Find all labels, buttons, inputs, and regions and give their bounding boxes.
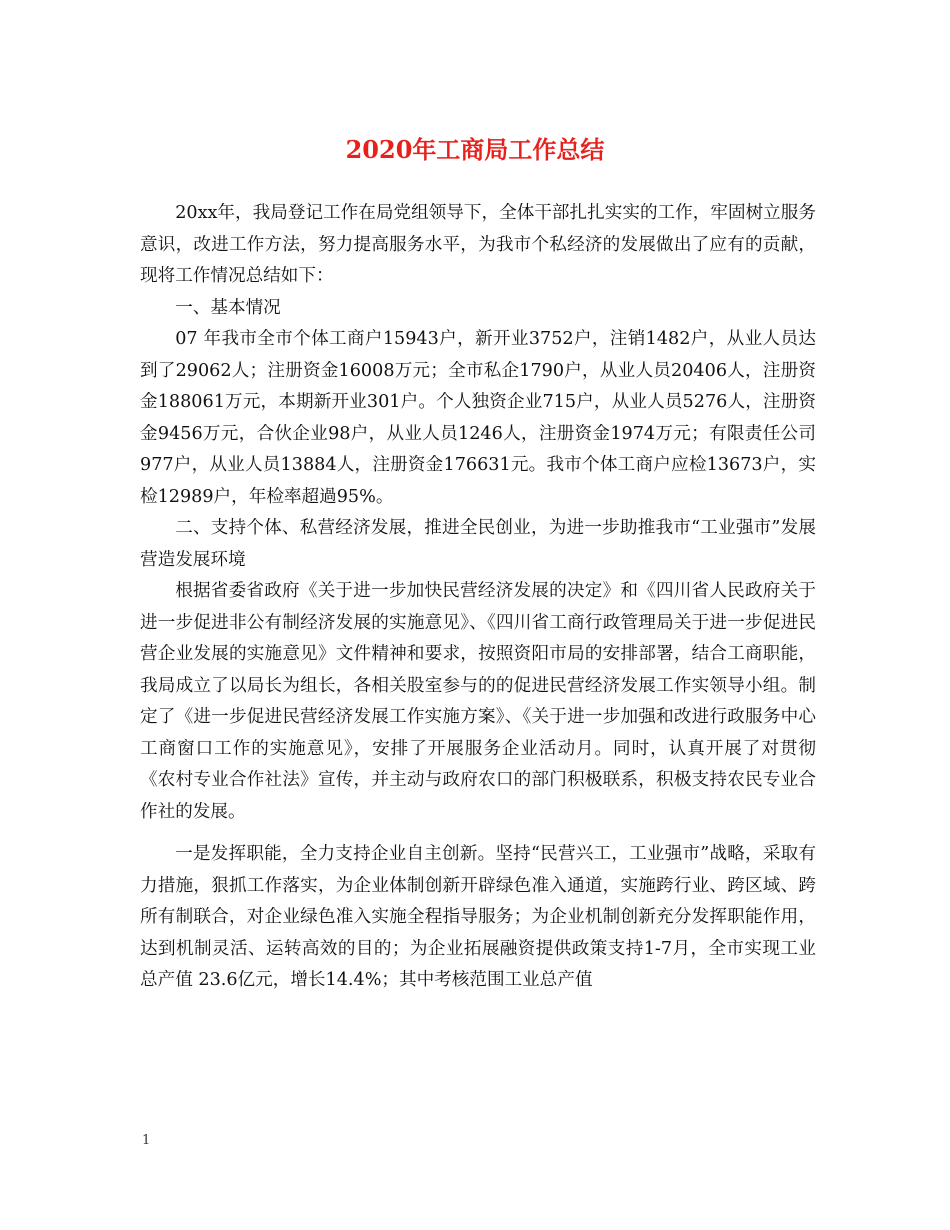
document-title: 2020年工商局工作总结 (345, 135, 605, 164)
page-number: 1 (142, 1133, 151, 1148)
paragraph-statistics: 07 年我市全市个体工商户15943户，新开业3752户，注销1482户，从业人员达到了29062人；注册资金16008万元；全市私企1790户，从业人员20406人，注册资金188061万元，本期新开业301户。个人独资企业715户，从业人员5276人，注册资金9456万元，合伙企业98户，从业人员1246人，注册资金1974万元；有限责任公司977户，从业人员13884人，注册资金176631元。我市个体工商户应检13673户，实检12989户，年检率超過95%。 (140, 329, 816, 507)
paragraph-innovation-support: 一是发挥职能，全力支持企业自主创新。坚持“民营兴工，工业强市”战略，采取有力措施，狠抓工作落实，为企业体制创新开辟绿色准入通道，实施跨行业、跨区域、跨所有制联合，对企业绿色准入实施全程指导服务；为企业机制创新充分发挥职能作用，达到机制灵活、运转高效的目的；为企业拓展融资提供政策支持1-7月，全市实现工业总产值 23.6亿元，增长14.4%；其中考核范围工业总产值 (140, 844, 816, 990)
document-body (140, 198, 816, 997)
heading-support-private-economy: 二、支持个体、私营经济发展，推进全民创业，为进一步助推我市“工业强市”发展营造发展环境 (140, 518, 816, 570)
paragraph-intro: 20xx年，我局登记工作在局党组领导下，全体干部扎扎实实的工作，牢固树立服务意识，改进工作方法，努力提高服务水平，为我市个私经济的发展做出了应有的贡献，现将工作情况总结如下： (140, 203, 816, 286)
paragraph-policy-implementation: 根据省委省政府《关于进一步加快民营经济发展的决定》和《四川省人民政府关于进一步促进非公有制经济发展的实施意见》、《四川省工商行政管理局关于进一步促进民营企业发展的实施意见》文件精神和要求，按照资阳市局的安排部署，结合工商职能，我局成立了以局长为组长，各相关股室参与的的促进民营经济发展工作实领导小组。制定了《进一步促进民营经济发展工作实施方案》、《关于进一步加强和改进行政服务中心工商窗口工作的实施意见》，安排了开展服务企业活动月。同时，认真开展了对贯彻《农村专业合作社法》宣传，并主动与政府农口的部门积极联系，积极支持农民专业合作社的发展。 (140, 581, 816, 822)
heading-basic-situation: 一、基本情况 (175, 297, 281, 318)
